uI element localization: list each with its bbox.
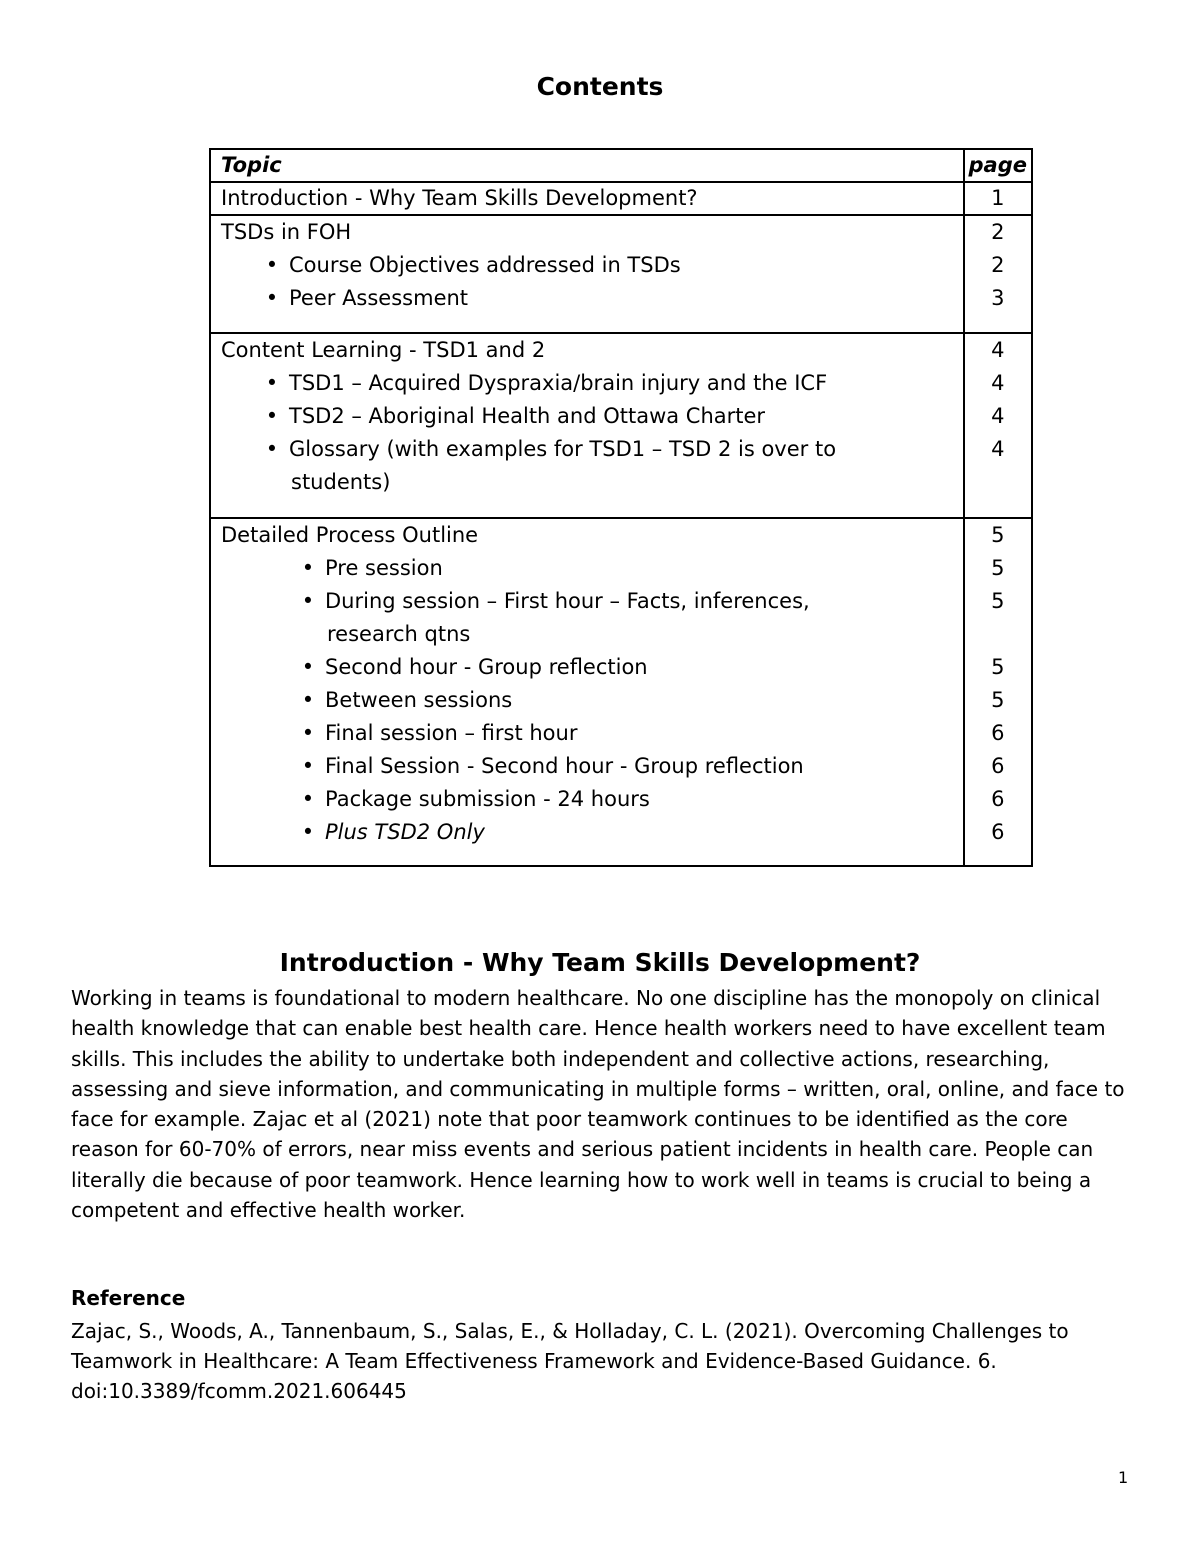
list-item: • Glossary (with examples for TSD1 – TSD 2 is over to (221, 433, 953, 466)
page-number: 1 (1118, 1468, 1129, 1487)
toc-page: 6 (991, 787, 1005, 811)
toc-page: 2 (991, 220, 1005, 244)
toc-page: 3 (991, 286, 1005, 310)
list-item: • Course Objectives addressed in TSDs (221, 249, 953, 282)
toc-page: 4 (991, 437, 1005, 461)
list-item: • TSD2 – Aboriginal Health and Ottawa Charter (221, 400, 953, 433)
bullet-icon: • (265, 404, 279, 428)
list-item: • TSD1 – Acquired Dyspraxia/brain injury and the ICF (221, 367, 953, 400)
toc-page: 5 (991, 655, 1005, 679)
bullet-icon: • (301, 721, 315, 745)
contents-table (209, 148, 1033, 867)
toc-page: 4 (991, 371, 1005, 395)
toc-page: 6 (991, 820, 1005, 844)
toc-tsds-label: TSDs in FOH (221, 220, 352, 244)
list-item: • Pre session (221, 552, 953, 585)
reference-text: Zajac, S., Woods, A., Tannenbaum, S., Salas, E., & Holladay, C. L. (2021). Overcoming Challenges to Teamwork in Healthcare: A Team Effectiveness Framework and Evidence-Based Guidance. 6. doi:10.3389/fcomm.2021.606445 (71, 1319, 1069, 1403)
toc-page: 5 (991, 523, 1005, 547)
bullet-icon: • (301, 589, 315, 613)
list-item: • Between sessions (221, 684, 953, 717)
toc-page: 2 (991, 253, 1005, 277)
section-heading: Introduction - Why Team Skills Development? (279, 948, 921, 977)
bullet-icon: • (301, 556, 315, 580)
bullet-icon: • (265, 437, 279, 461)
intro-paragraph: Working in teams is foundational to modern healthcare. No one discipline has the monopoly on clinical health knowledge that can enable best health care. Hence health workers need to have excellent team skills. This includes the ability to undertake both independent and collective actions, researching, assessing and sieve information, and communicating in multiple forms – written, oral, online, and face to face for example. Zajac et al (2021) note that poor teamwork continues to be identified as the core reason for 60-70% of errors, near miss events and serious patient incidents in health care. People can literally die because of poor teamwork. Hence learning how to work well in teams is crucial to being a competent and effective health worker. (71, 986, 1125, 1223)
table-row-tsds (210, 215, 1032, 333)
toc-intro-label: Introduction - Why Team Skills Development? (221, 186, 698, 210)
toc-page: 4 (991, 404, 1005, 428)
toc-page: 5 (991, 556, 1005, 580)
bullet-icon: • (265, 286, 279, 310)
bullet-icon: • (265, 253, 279, 277)
toc-page: 5 (991, 589, 1005, 613)
list-item: • Final session – first hour (221, 717, 953, 750)
list-item: • Peer Assessment (221, 282, 953, 315)
header-page: page (964, 149, 1033, 182)
list-item: • Plus TSD2 Only (221, 816, 953, 849)
list-item: • Final Session - Second hour - Group reflection (221, 750, 953, 783)
list-item: • Package submission - 24 hours (221, 783, 953, 816)
intro-body (71, 983, 1141, 1225)
toc-intro-page: 1 (991, 186, 1005, 210)
list-item-continuation: students) (291, 470, 391, 494)
table-header-row (210, 149, 1032, 182)
list-item-continuation: research qtns (327, 622, 471, 646)
toc-page: 4 (991, 338, 1005, 362)
bullet-icon: • (265, 371, 279, 395)
toc-page: 6 (991, 754, 1005, 778)
list-item: • During session – First hour – Facts, inferences, (221, 585, 953, 618)
toc-process-label: Detailed Process Outline (221, 523, 479, 547)
bullet-icon: • (301, 688, 315, 712)
list-item: • Second hour - Group reflection (221, 651, 953, 684)
bullet-icon: • (301, 655, 315, 679)
header-topic: Topic (210, 149, 964, 182)
reference-heading: Reference (71, 1286, 186, 1310)
toc-page: 6 (991, 721, 1005, 745)
bullet-icon: • (301, 754, 315, 778)
table-row-content (210, 333, 1032, 518)
bullet-icon: • (301, 787, 315, 811)
table-row-process (210, 518, 1032, 866)
toc-content-label: Content Learning - TSD1 and 2 (221, 338, 546, 362)
page-title: Contents (536, 72, 664, 101)
bullet-icon: • (301, 820, 315, 844)
table-row-intro (210, 182, 1032, 215)
toc-page: 5 (991, 688, 1005, 712)
